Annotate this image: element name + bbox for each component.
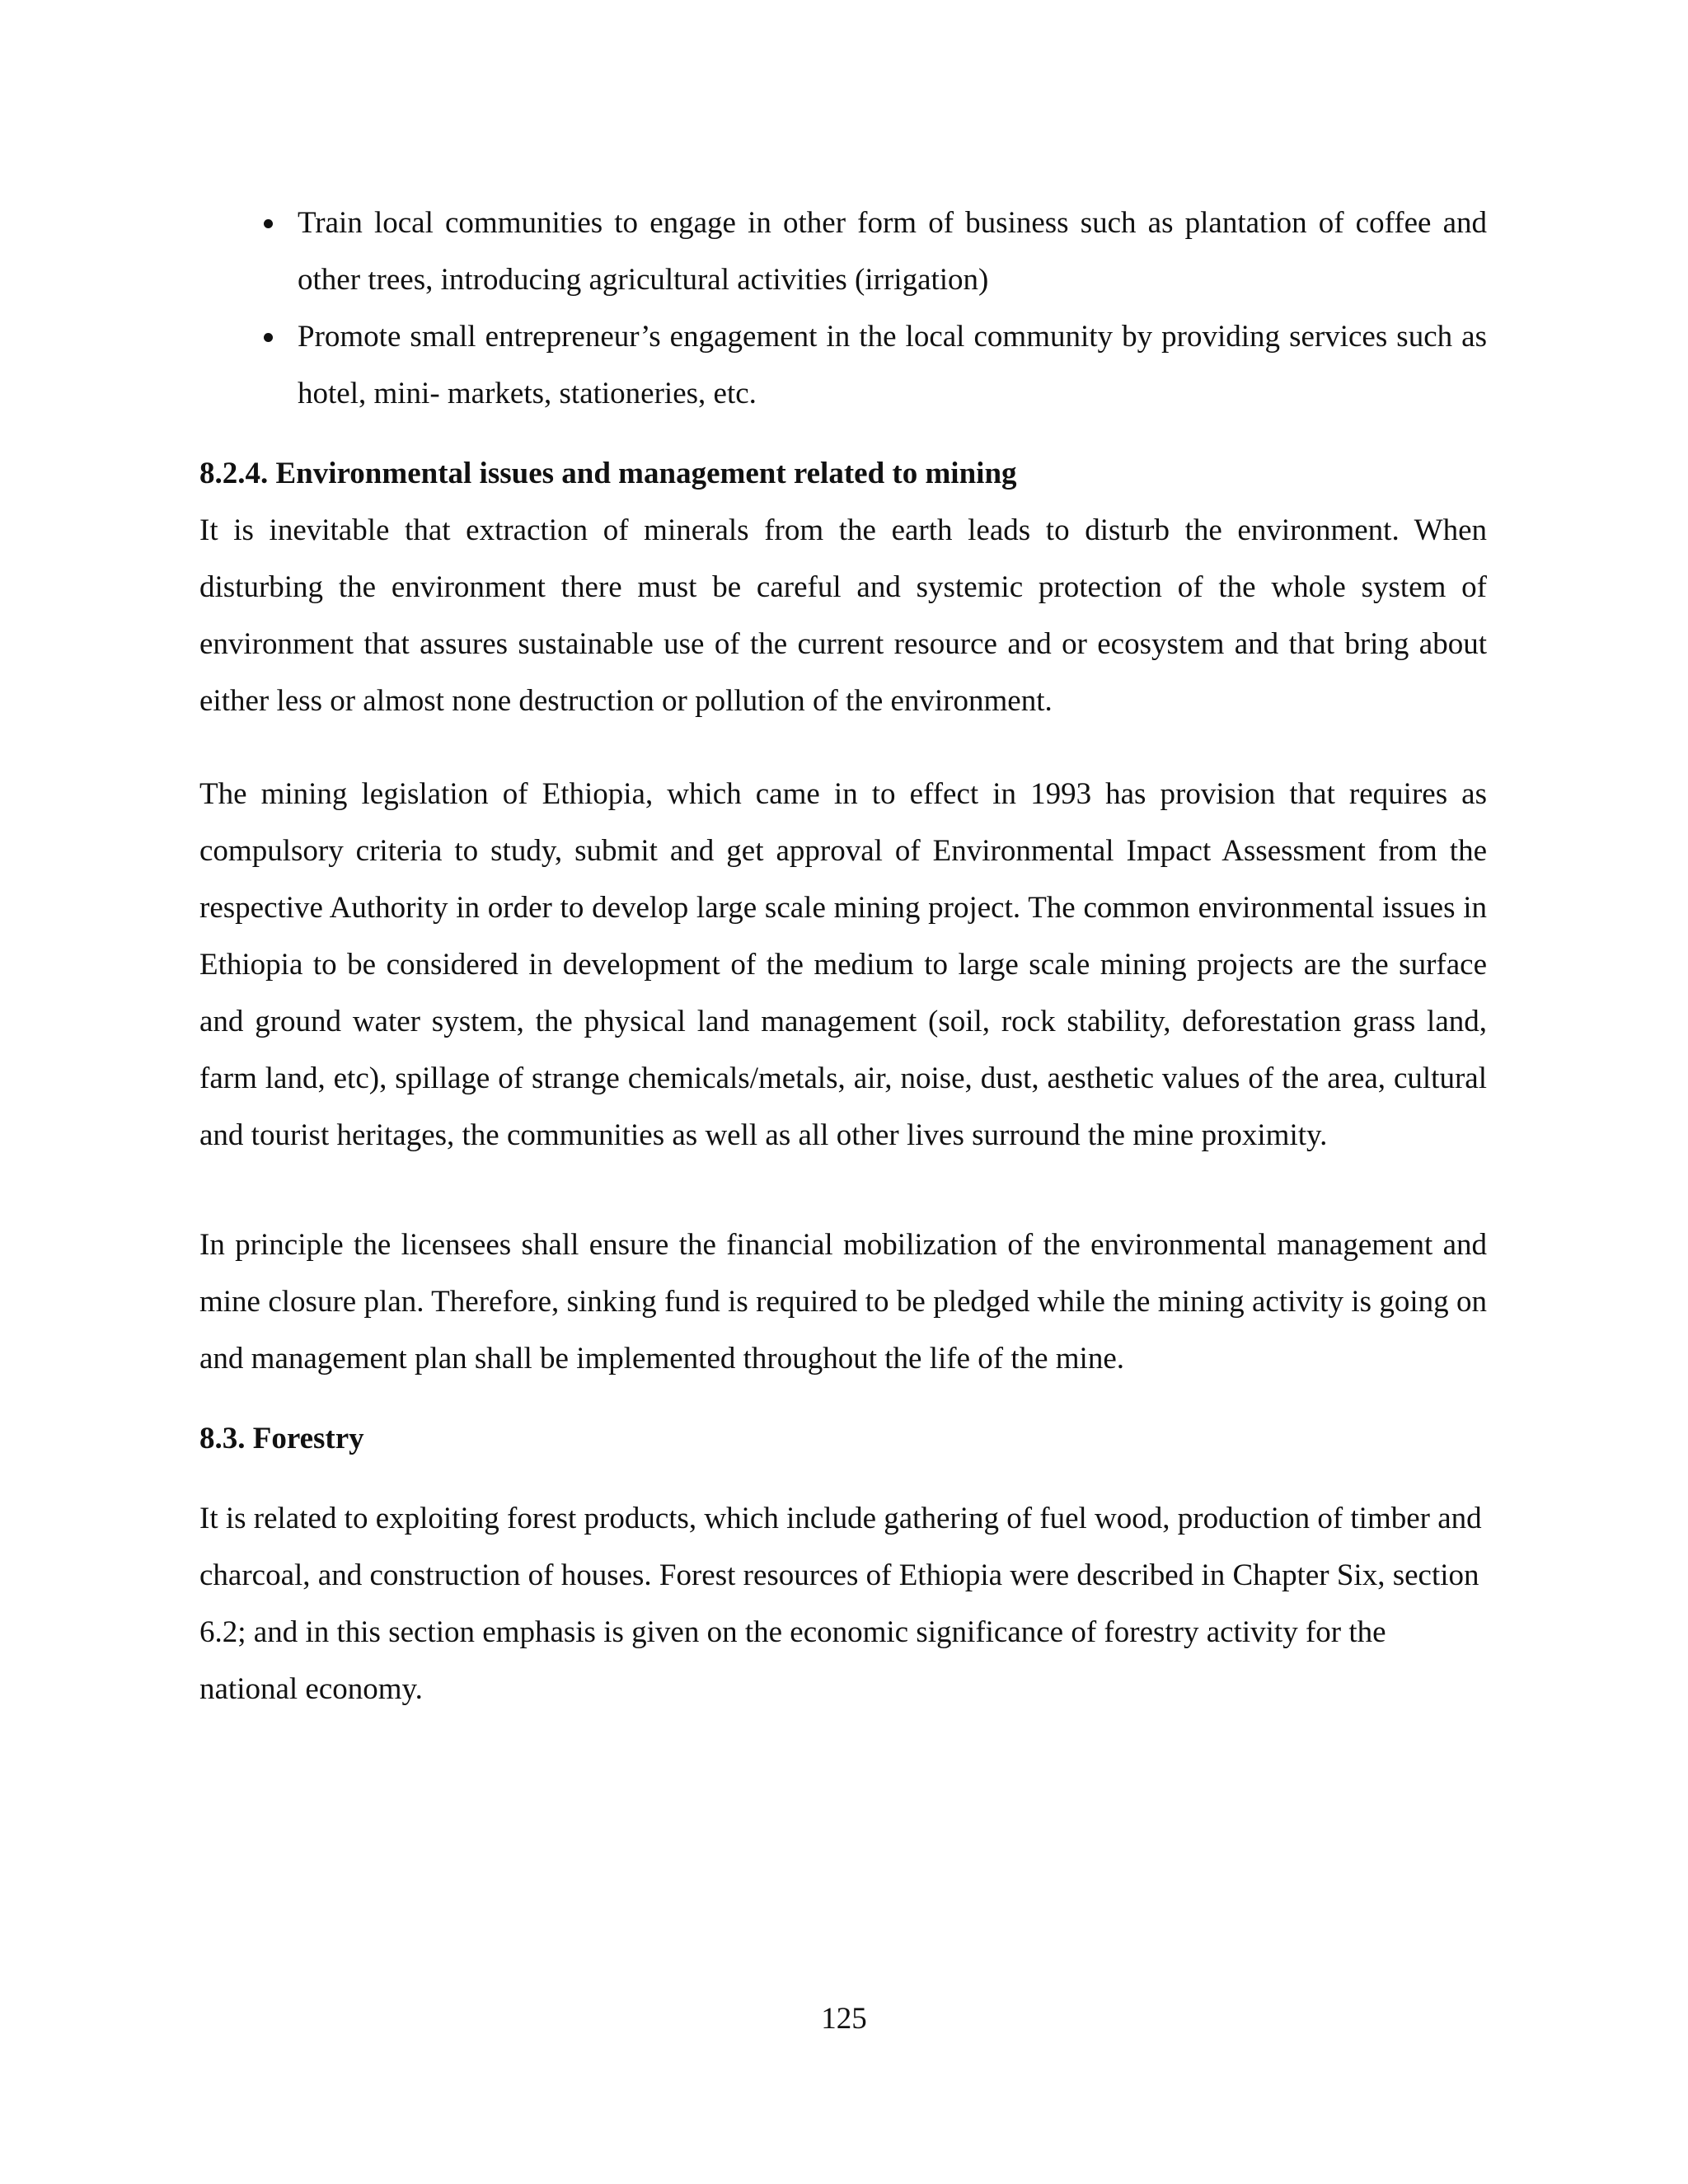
paragraph-licensees: In principle the licensees shall ensure the financial mobilization of the environmental management and mine closure plan. Therefore, sinking fund is required to be pledged while the mining activity is going on and management plan shall be implemented throughout the life of the mine.: [199, 1228, 1487, 1376]
bullet-text: Promote small entrepreneur’s engagement in the local community by providing services such as hotel, mini- markets, stationeries, etc.: [298, 320, 1487, 410]
paragraph-legislation: The mining legislation of Ethiopia, which came in to effect in 1993 has provision that requires as compulsory criteria to study, submit and get approval of Environmental Impact Assessment from the respective Authority in order to develop large scale mining project. The common environmental issues in Ethiopia to be considered in development of the medium to large scale mining projects are the surface and ground water system, the physical land management (soil, rock stability, deforestation grass land, farm land, etc), spillage of strange chemicals/metals, air, noise, dust, aesthetic values of the area, cultural and tourist heritages, the communities as well as all other lives surround the mine proximity.: [199, 777, 1487, 1152]
section-heading-8-2-4: 8.2.4. Environmental issues and management related to mining: [199, 457, 1017, 490]
page-content: [199, 194, 1487, 1718]
list-item: [199, 194, 1487, 308]
bullet-icon: [264, 219, 273, 228]
paragraph-forestry: It is related to exploiting forest products, which include gathering of fuel wood, production of timber and charcoal, and construction of houses. Forest resources of Ethiopia were described in Chapter Six, section 6.2; and in this section emphasis is given on the economic significance of forestry activity for the national economy.: [199, 1502, 1482, 1706]
list-item: [199, 308, 1487, 422]
page-number: 125: [821, 2002, 867, 2036]
bullet-text: Train local communities to engage in other form of business such as plantation of coffee and other trees, introducing agricultural activities (irrigation): [298, 206, 1487, 297]
section-heading-8-3: 8.3. Forestry: [199, 1422, 364, 1455]
paragraph-extraction: It is inevitable that extraction of minerals from the earth leads to disturb the environment. When disturbing the environment there must be careful and systemic protection of the whole system of environment that assures sustainable use of the current resource and or ecosystem and that bring about either less or almost none destruction or pollution of the environment.: [199, 513, 1487, 718]
bullet-icon: [264, 333, 273, 342]
bullet-list: [199, 194, 1487, 422]
